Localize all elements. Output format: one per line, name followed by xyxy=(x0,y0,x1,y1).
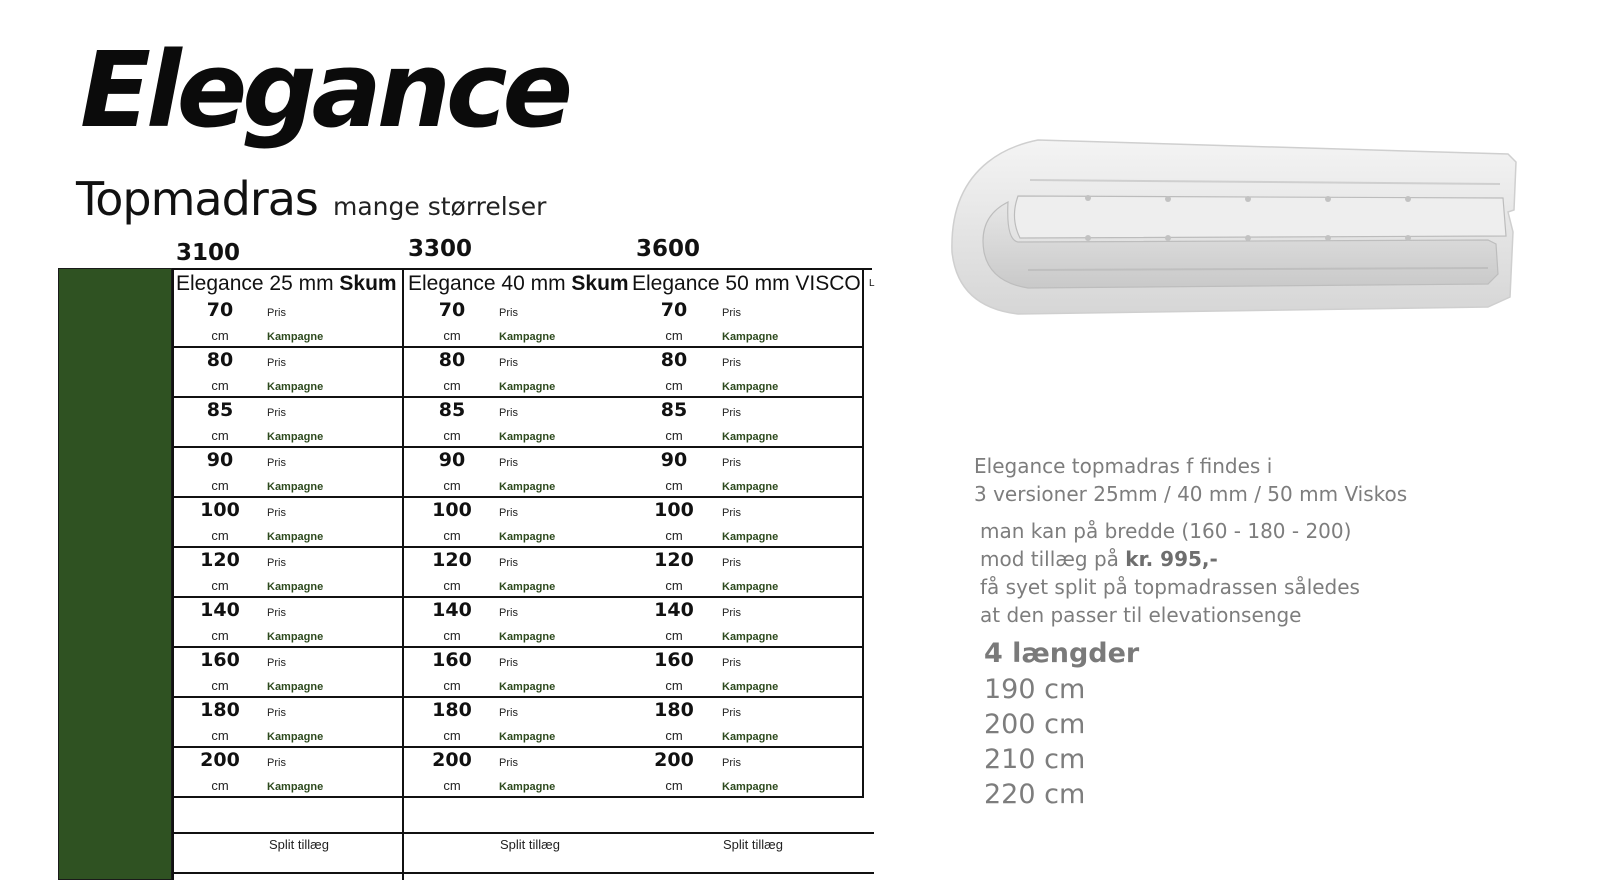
price-label: Pris xyxy=(722,507,741,519)
campaign-label: Kampagne xyxy=(722,531,779,543)
subtitle-row xyxy=(76,172,546,226)
row-divider xyxy=(172,596,404,598)
row-divider xyxy=(404,396,864,398)
size-unit: cm xyxy=(211,528,229,543)
size-value: 120 xyxy=(200,549,240,571)
campaign-label: Kampagne xyxy=(267,431,324,443)
price-label: Pris xyxy=(499,407,518,419)
size-value: 140 xyxy=(200,599,240,621)
price-label: Pris xyxy=(267,557,286,569)
size-unit: cm xyxy=(665,528,683,543)
campaign-label: Kampagne xyxy=(267,631,324,643)
campaign-label: Kampagne xyxy=(499,481,556,493)
price-label: Pris xyxy=(499,557,518,569)
size-value: 140 xyxy=(432,599,472,621)
price-label: Pris xyxy=(722,707,741,719)
size-unit: cm xyxy=(665,678,683,693)
size-unit: cm xyxy=(443,678,461,693)
column-header-1 xyxy=(176,270,402,298)
size-value: 85 xyxy=(438,399,466,421)
size-unit: cm xyxy=(211,728,229,743)
price-label: Pris xyxy=(267,407,286,419)
campaign-label: Kampagne xyxy=(722,581,779,593)
row-divider xyxy=(172,746,404,748)
campaign-label: Kampagne xyxy=(267,331,324,343)
campaign-label: Kampagne xyxy=(499,781,556,793)
size-value: 180 xyxy=(200,699,240,721)
campaign-label: Kampagne xyxy=(267,381,324,393)
length-item: 200 cm xyxy=(984,709,1086,740)
size-unit: cm xyxy=(665,628,683,643)
info-versions xyxy=(974,452,1407,508)
subtitle: Topmadras xyxy=(76,172,318,226)
price-label: Pris xyxy=(722,407,741,419)
column-header-3 xyxy=(632,270,862,298)
size-value: 80 xyxy=(206,349,234,371)
campaign-label: Kampagne xyxy=(499,331,556,343)
lengths-heading: 4 længder xyxy=(984,638,1140,669)
split-price: kr. 995,- xyxy=(1125,547,1218,571)
row-divider xyxy=(172,696,404,698)
size-value: 70 xyxy=(438,299,466,321)
size-value: 120 xyxy=(432,549,472,571)
size-unit: cm xyxy=(443,578,461,593)
campaign-label: Kampagne xyxy=(499,531,556,543)
size-unit: cm xyxy=(665,478,683,493)
row-divider xyxy=(172,646,404,648)
row-divider xyxy=(404,546,864,548)
campaign-label: Kampagne xyxy=(722,731,779,743)
info-line-3: man kan på bredde (160 - 180 - 200) xyxy=(980,519,1352,543)
size-value: 120 xyxy=(654,549,694,571)
campaign-label: Kampagne xyxy=(722,431,779,443)
length-item: 210 cm xyxy=(984,744,1086,775)
column-3-name: Elegance 50 mm VISCO xyxy=(632,272,861,295)
info-line-1: Elegance topmadras f findes i xyxy=(974,454,1273,478)
size-value: 85 xyxy=(206,399,234,421)
campaign-label: Kampagne xyxy=(722,481,779,493)
price-label: Pris xyxy=(722,307,741,319)
price-label: Pris xyxy=(722,457,741,469)
column-2-name: Elegance 40 mm xyxy=(408,272,572,295)
size-unit: cm xyxy=(665,328,683,343)
row-divider xyxy=(172,546,404,548)
row-divider xyxy=(172,346,404,348)
column-divider-1 xyxy=(402,268,404,880)
size-unit: cm xyxy=(211,678,229,693)
size-unit: cm xyxy=(443,628,461,643)
price-label: Pris xyxy=(267,607,286,619)
row-divider xyxy=(404,346,864,348)
size-value: 80 xyxy=(660,349,688,371)
size-value: 200 xyxy=(654,749,694,771)
row-divider xyxy=(172,796,404,798)
size-unit: cm xyxy=(443,528,461,543)
price-label: Pris xyxy=(267,307,286,319)
campaign-label: Kampagne xyxy=(499,681,556,693)
table-left-border xyxy=(172,268,174,880)
campaign-label: Kampagne xyxy=(267,581,324,593)
size-unit: cm xyxy=(211,328,229,343)
split-label: Split tillæg xyxy=(723,837,783,852)
size-unit: cm xyxy=(665,378,683,393)
size-unit: cm xyxy=(211,428,229,443)
row-divider xyxy=(404,446,864,448)
info-line-6: at den passer til elevationsenge xyxy=(980,603,1302,627)
campaign-label: Kampagne xyxy=(722,331,779,343)
price-table xyxy=(172,268,876,880)
column-1-material: Skum xyxy=(339,272,397,295)
row-divider xyxy=(404,696,864,698)
size-unit: cm xyxy=(211,478,229,493)
campaign-label: Kampagne xyxy=(499,731,556,743)
size-unit: cm xyxy=(665,428,683,443)
size-value: 160 xyxy=(432,649,472,671)
size-value: 200 xyxy=(432,749,472,771)
row-divider xyxy=(404,796,864,798)
size-unit: cm xyxy=(443,328,461,343)
split-label: Split tillæg xyxy=(269,837,329,852)
row-divider xyxy=(404,746,864,748)
size-value: 80 xyxy=(438,349,466,371)
size-unit: cm xyxy=(665,778,683,793)
brand-title: Elegance xyxy=(80,29,569,151)
price-label: Pris xyxy=(267,457,286,469)
campaign-label: Kampagne xyxy=(722,381,779,393)
price-label: Pris xyxy=(267,757,286,769)
price-label: Pris xyxy=(499,757,518,769)
campaign-label: Kampagne xyxy=(499,381,556,393)
price-label: Pris xyxy=(722,657,741,669)
price-label: Pris xyxy=(722,357,741,369)
size-value: 160 xyxy=(654,649,694,671)
lengths-block xyxy=(984,636,1139,812)
column-edge-mark: L xyxy=(869,278,875,289)
row-divider xyxy=(172,496,404,498)
size-value: 100 xyxy=(200,499,240,521)
product-code-1: 3100 xyxy=(176,240,241,266)
subtitle-small: mange størrelser xyxy=(332,192,547,221)
size-value: 85 xyxy=(660,399,688,421)
size-value: 180 xyxy=(654,699,694,721)
size-unit: cm xyxy=(443,728,461,743)
info-line-2: 3 versioner 25mm / 40 mm / 50 mm Viskos xyxy=(974,482,1408,506)
info-line-5: få syet split på topmadrassen således xyxy=(980,575,1360,599)
price-label: Pris xyxy=(499,607,518,619)
price-label: Pris xyxy=(722,607,741,619)
product-code-3: 3600 xyxy=(636,236,701,262)
table-footer-line xyxy=(172,872,874,874)
price-label: Pris xyxy=(499,657,518,669)
price-label: Pris xyxy=(499,357,518,369)
row-divider xyxy=(404,496,864,498)
size-unit: cm xyxy=(211,578,229,593)
campaign-label: Kampagne xyxy=(722,681,779,693)
info-line-4 xyxy=(980,545,1360,573)
price-label: Pris xyxy=(499,707,518,719)
info-line-4-prefix: mod tillæg på xyxy=(980,547,1126,571)
campaign-label: Kampagne xyxy=(267,681,324,693)
column-1-name: Elegance 25 mm xyxy=(176,272,340,295)
size-unit: cm xyxy=(443,378,461,393)
row-divider xyxy=(404,646,864,648)
row-divider xyxy=(172,396,404,398)
info-split xyxy=(980,517,1360,629)
size-unit: cm xyxy=(211,378,229,393)
size-value: 90 xyxy=(660,449,688,471)
column-2-material: Skum xyxy=(571,272,629,295)
campaign-label: Kampagne xyxy=(722,781,779,793)
price-label: Pris xyxy=(499,457,518,469)
campaign-label: Kampagne xyxy=(267,731,324,743)
campaign-label: Kampagne xyxy=(267,781,324,793)
length-item: 190 cm xyxy=(984,674,1086,705)
size-unit: cm xyxy=(211,628,229,643)
column-header-2 xyxy=(408,270,632,298)
size-value: 140 xyxy=(654,599,694,621)
price-label: Pris xyxy=(722,557,741,569)
size-unit: cm xyxy=(443,478,461,493)
price-label: Pris xyxy=(267,707,286,719)
size-unit: cm xyxy=(443,428,461,443)
campaign-label: Kampagne xyxy=(722,631,779,643)
price-label: Pris xyxy=(267,357,286,369)
split-label: Split tillæg xyxy=(500,837,560,852)
size-value: 100 xyxy=(654,499,694,521)
price-label: Pris xyxy=(499,307,518,319)
size-value: 180 xyxy=(432,699,472,721)
green-side-bar xyxy=(58,268,172,880)
campaign-label: Kampagne xyxy=(499,581,556,593)
size-unit: cm xyxy=(665,578,683,593)
row-divider xyxy=(404,596,864,598)
size-value: 90 xyxy=(438,449,466,471)
size-unit: cm xyxy=(665,728,683,743)
size-value: 70 xyxy=(660,299,688,321)
price-label: Pris xyxy=(267,507,286,519)
campaign-label: Kampagne xyxy=(267,481,324,493)
campaign-label: Kampagne xyxy=(499,431,556,443)
campaign-label: Kampagne xyxy=(267,531,324,543)
size-value: 70 xyxy=(206,299,234,321)
length-item: 220 cm xyxy=(984,779,1086,810)
row-divider xyxy=(172,446,404,448)
product-code-2: 3300 xyxy=(408,236,473,262)
size-value: 160 xyxy=(200,649,240,671)
price-label: Pris xyxy=(499,507,518,519)
price-label: Pris xyxy=(267,657,286,669)
size-unit: cm xyxy=(443,778,461,793)
size-value: 200 xyxy=(200,749,240,771)
table-footer-line xyxy=(172,832,874,834)
size-value: 100 xyxy=(432,499,472,521)
mattress-topper-image xyxy=(948,132,1523,322)
price-label: Pris xyxy=(722,757,741,769)
size-value: 90 xyxy=(206,449,234,471)
campaign-label: Kampagne xyxy=(499,631,556,643)
size-unit: cm xyxy=(211,778,229,793)
